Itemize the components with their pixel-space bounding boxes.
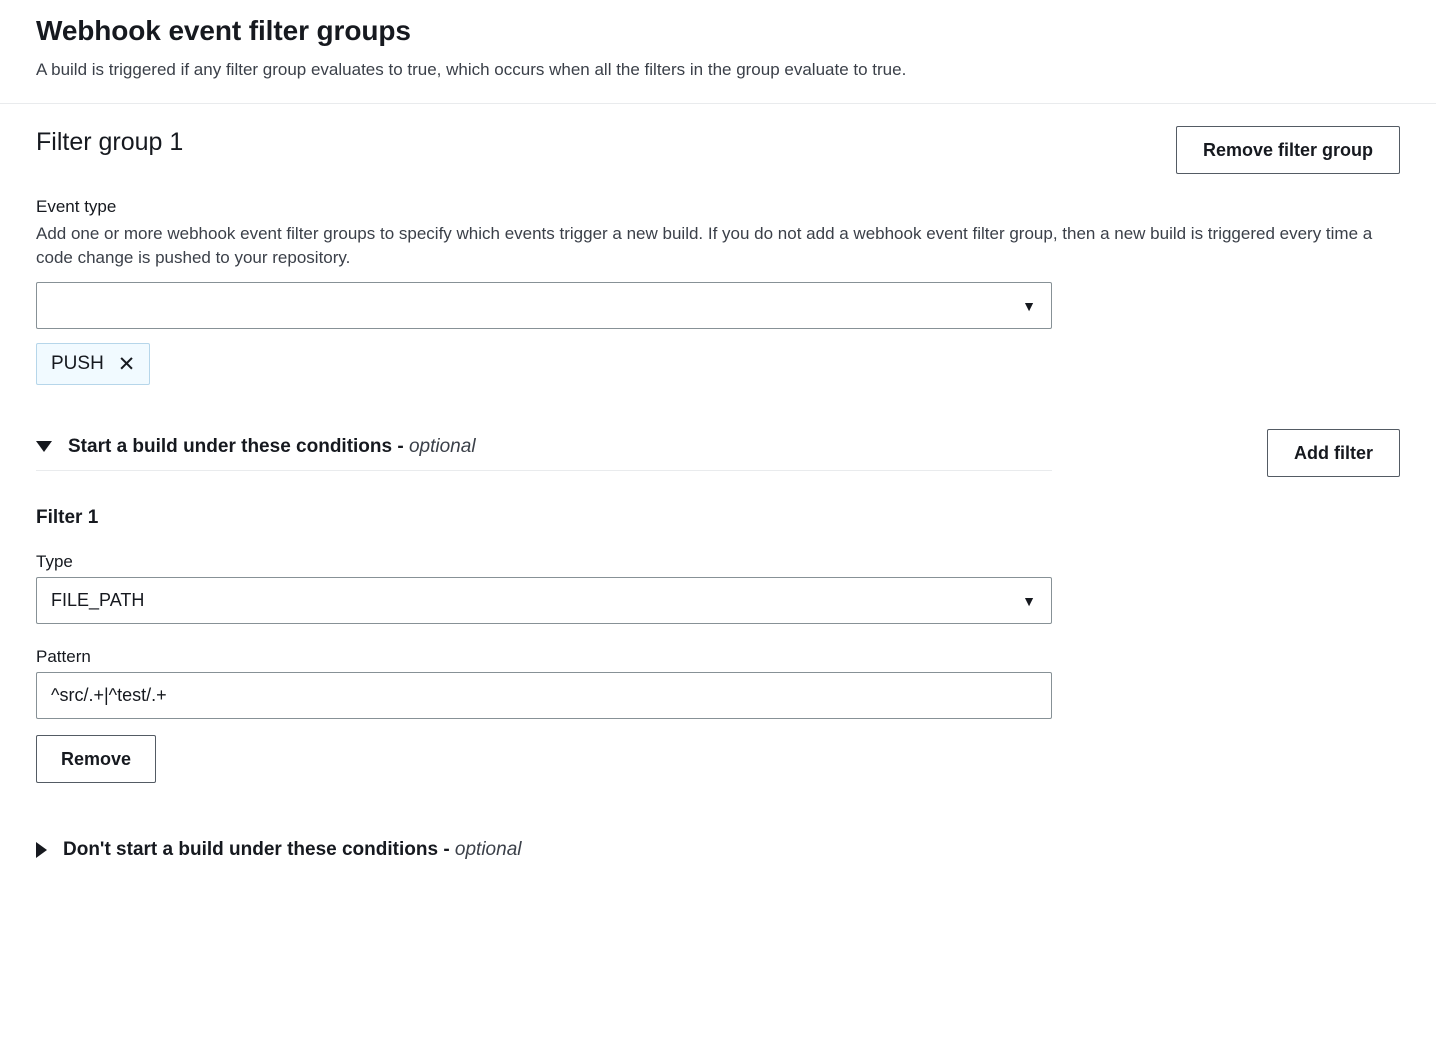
filter-title: Filter 1: [36, 507, 99, 528]
start-conditions-row: [36, 429, 1400, 477]
chevron-down-icon: ▼: [1022, 297, 1036, 314]
filter-pattern-input[interactable]: [36, 672, 1052, 719]
event-type-token[interactable]: [36, 343, 150, 385]
caret-right-icon: [36, 842, 47, 858]
caret-down-icon: [36, 441, 52, 452]
add-filter-button[interactable]: Add filter: [1267, 429, 1400, 477]
dont-start-conditions-optional: optional: [454, 839, 522, 860]
filter-type-select-wrapper: [36, 577, 1052, 624]
filter-type-label: Type: [36, 552, 73, 571]
filter-group-title: Filter group 1: [36, 128, 184, 156]
remove-filter-button[interactable]: Remove: [36, 735, 156, 783]
page-description: A build is triggered if any filter group evaluates to true, which occurs when all the filters in the group evaluate to true.: [36, 60, 907, 79]
filter-type-select[interactable]: FILE_PATH: [36, 577, 1052, 624]
event-type-label: Event type: [36, 197, 117, 216]
filter-pattern-label: Pattern: [36, 647, 91, 666]
close-icon[interactable]: ✕: [117, 352, 136, 376]
event-type-select[interactable]: [36, 282, 1052, 329]
start-conditions-expander[interactable]: [36, 436, 1052, 471]
filter-group-section: [0, 104, 1436, 885]
dont-start-conditions-expander[interactable]: [36, 839, 1400, 885]
page-title: Webhook event filter groups: [36, 15, 411, 46]
start-conditions-label: Start a build under these conditions - optional: [68, 435, 476, 457]
event-type-select-wrapper: [36, 282, 1052, 329]
page-header: [0, 0, 1436, 103]
event-type-description: Add one or more webhook event filter groups to specify which events trigger a new build. If you do not add a webhook event filter group, then a new build is triggered every time a code change is pushed to your repository.: [36, 224, 1373, 267]
filter-group-header: [36, 126, 1400, 174]
event-type-token-list: [36, 343, 1400, 385]
start-conditions-optional: optional: [408, 435, 476, 457]
remove-filter-group-button[interactable]: Remove filter group: [1176, 126, 1400, 174]
event-type-token-label: PUSH: [51, 353, 104, 374]
dont-start-conditions-label: Don't start a build under these conditions - optional: [63, 839, 522, 860]
filter-item: [36, 507, 1400, 783]
chevron-down-icon: ▼: [1022, 592, 1036, 609]
